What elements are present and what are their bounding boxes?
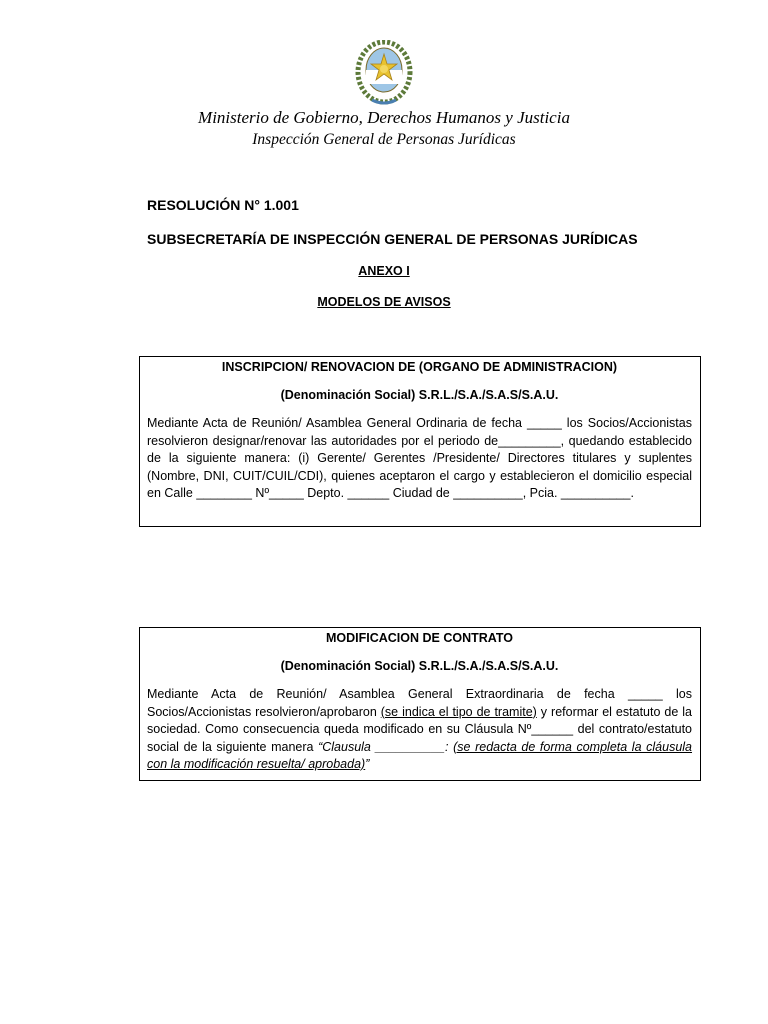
aviso-inscripcion-subtitle: (Denominación Social) S.R.L./S.A./S.A.S/S.A.U.: [280, 388, 559, 402]
clausula-quote: “Clausula __________:: [318, 739, 454, 754]
modelos-heading: MODELOS DE AVISOS: [317, 295, 451, 309]
ministry-name: Ministerio de Gobierno, Derechos Humanos y Justicia: [198, 108, 570, 127]
aviso-modificacion-box: [139, 627, 701, 781]
clausula-instruction: (se redacta de forma completa la cláusula con la modificación resuelta/ aprobada): [147, 739, 693, 771]
resolution-number: RESOLUCIÓN N° 1.001: [147, 197, 299, 213]
tramite-note: (se indica el tipo de tramite): [380, 704, 537, 719]
body-text: Mediante Acta de Reunión/ Asamblea General Extraordinaria de fecha _____ los Socios/Accionistas resolvieron/aprobaron: [147, 687, 692, 719]
body-text: y reformar el estatuto de la sociedad. Como consecuencia queda modificado en su Cláusula Nº______ del contrato/estatuto social de la siguiente manera: [147, 704, 692, 754]
anexo-heading: ANEXO I: [358, 264, 410, 278]
clausula-quote-close: ”: [365, 757, 370, 771]
aviso-modificacion-subtitle: (Denominación Social) S.R.L./S.A./S.A.S/S.A.U.: [280, 659, 559, 673]
institution-name: Inspección General de Personas Jurídicas: [252, 131, 516, 148]
aviso-inscripcion-title: INSCRIPCION/ RENOVACION DE (ORGANO DE ADMINISTRACION): [221, 360, 618, 374]
aviso-modificacion-body: [147, 686, 692, 774]
aviso-inscripcion-body: Mediante Acta de Reunión/ Asamblea General Ordinaria de fecha _____ los Socios/Accionistas resolvieron designar/renovar las autoridades por el periodo de_________, quedando establecido de la siguiente manera: (i) Gerente/ Gerentes /Presidente/ Directores titulares y suplentes (Nombre, DNI, CUIT/CUIL/CDI), quienes aceptaron el cargo y establecieron el domicilio especial en Calle ________ Nº_____ Depto. ______ Ciudad de __________, Pcia. __________.: [147, 416, 692, 500]
aviso-modificacion-title: MODIFICACION DE CONTRATO: [325, 631, 514, 645]
subsecretaria-heading: SUBSECRETARÍA DE INSPECCIÓN GENERAL DE PERSONAS JURÍDICAS: [147, 231, 638, 247]
aviso-inscripcion-box: [139, 356, 701, 527]
provincial-coat-of-arms-icon: [348, 40, 420, 112]
